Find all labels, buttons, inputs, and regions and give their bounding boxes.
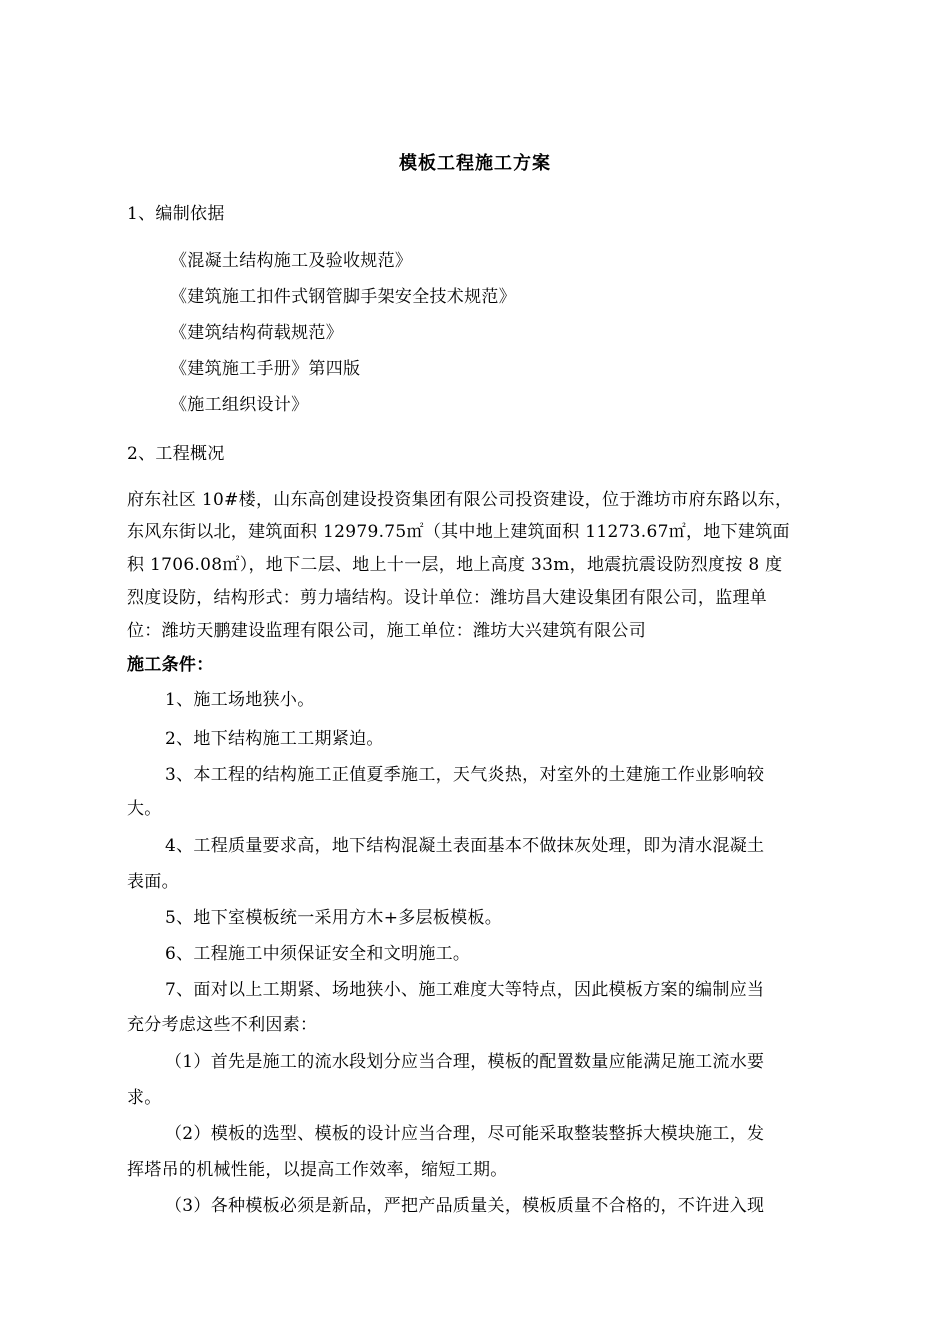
condition-item: 7、面对以上工期紧、场地狭小、施工难度大等特点，因此模板方案的编制应当	[165, 980, 765, 1000]
overview-line: 积 1706.08㎡），地下二层、地上十一层，地上高度 33m，地震抗震设防烈度按 8 度	[127, 555, 783, 575]
condition-subitem: （3）各种模板必须是新品，严把产品质量关，模板质量不合格的，不许进入现	[165, 1196, 765, 1216]
reference-item: 《施工组织设计》	[170, 395, 309, 415]
overview-line: 烈度设防，结构形式：剪力墙结构。设计单位：潍坊昌大建设集团有限公司，监理单	[127, 588, 768, 608]
condition-item: 3、本工程的结构施工正值夏季施工，天气炎热，对室外的土建施工作业影响较	[165, 765, 765, 785]
reference-item: 《建筑施工手册》第四版	[170, 359, 361, 379]
reference-item: 《混凝土结构施工及验收规范》	[170, 251, 413, 271]
condition-subitem-continued: 挥塔吊的机械性能，以提高工作效率，缩短工期。	[127, 1160, 508, 1180]
condition-item-continued: 充分考虑这些不利因素：	[127, 1015, 318, 1035]
overview-line: 府东社区 10#楼，山东高创建设投资集团有限公司投资建设，位于潍坊市府东路以东，	[127, 490, 793, 510]
condition-subitem: （2）模板的选型、模板的设计应当合理，尽可能采取整装整拆大模块施工，发	[165, 1124, 765, 1144]
condition-item: 6、工程施工中须保证安全和文明施工。	[165, 944, 471, 964]
condition-item-continued: 大。	[127, 799, 162, 819]
condition-item: 2、地下结构施工工期紧迫。	[165, 729, 384, 749]
document-title: 模板工程施工方案	[399, 153, 551, 174]
section-heading-overview: 2、工程概况	[127, 444, 225, 464]
section-heading-basis: 1、编制依据	[127, 204, 225, 224]
condition-item: 5、地下室模板统一采用方木+多层板模板。	[165, 908, 503, 928]
reference-item: 《建筑结构荷载规范》	[170, 323, 343, 343]
overview-line: 东风东街以北，建筑面积 12979.75㎡（其中地上建筑面积 11273.67㎡，地下建筑面	[127, 522, 790, 542]
condition-item-continued: 表面。	[127, 872, 179, 892]
condition-item: 1、施工场地狭小。	[165, 690, 315, 710]
condition-subitem: （1）首先是施工的流水段划分应当合理，模板的配置数量应能满足施工流水要	[165, 1052, 765, 1072]
condition-item: 4、工程质量要求高，地下结构混凝土表面基本不做抹灰处理，即为清水混凝土	[165, 836, 765, 856]
reference-item: 《建筑施工扣件式钢管脚手架安全技术规范》	[170, 287, 516, 307]
conditions-heading: 施工条件：	[127, 655, 214, 675]
condition-subitem-continued: 求。	[127, 1088, 162, 1108]
overview-line: 位：潍坊天鹏建设监理有限公司，施工单位：潍坊大兴建筑有限公司	[127, 621, 646, 641]
